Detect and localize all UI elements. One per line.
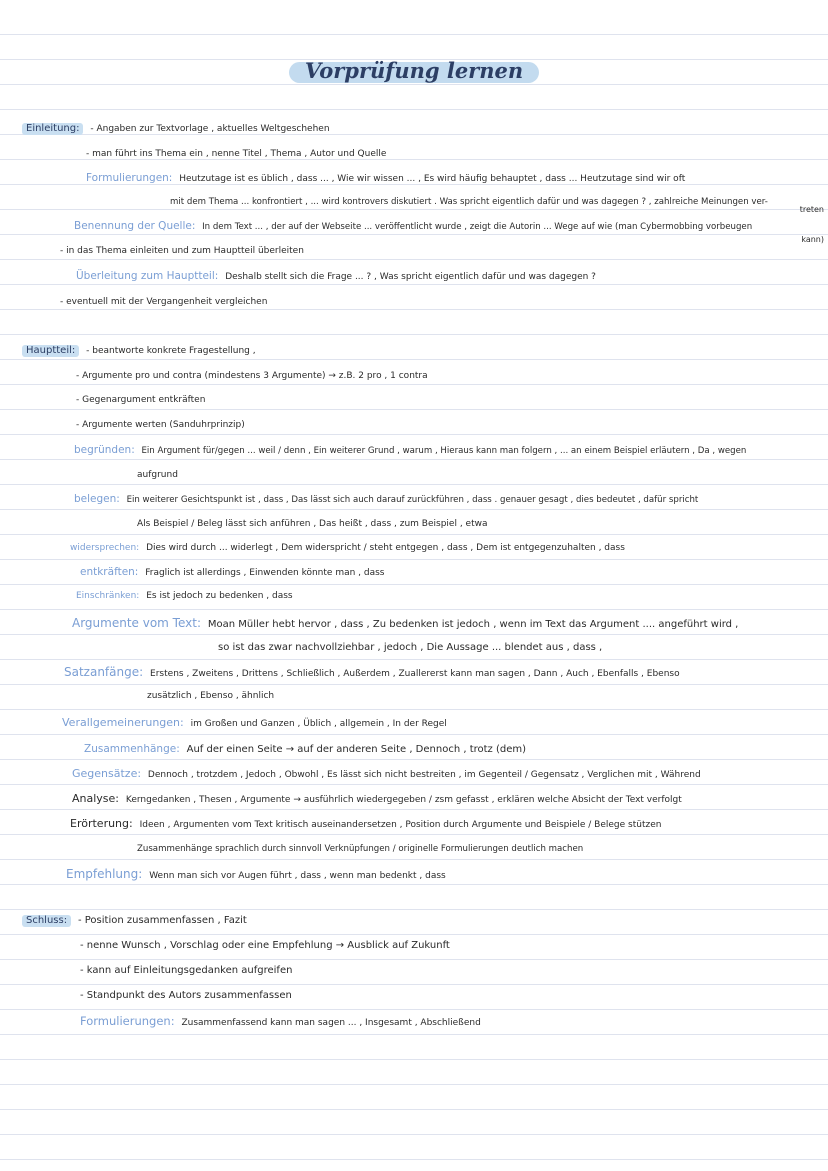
- hauptteil-begruenden: [74, 444, 746, 457]
- page-title: Vorprüfung lernen: [295, 58, 533, 83]
- einleitung-point-1: - Angaben zur Textvorlage , aktuelles Weltgeschehen: [90, 124, 330, 134]
- gegensaetze-text: Dennoch , trotzdem , Jedoch , Obwohl , Es lässt sich nicht bestreiten , im Gegenteil / Gegensatz , Verglichen mit , Während: [147, 770, 701, 780]
- argumente-text-2: so ist das zwar nachvollziehbar , jedoch , Die Aussage ... blendet aus , dass ,: [218, 642, 603, 653]
- schluss-formulierungen: [80, 1015, 481, 1029]
- einschraenken-text: Es ist jedoch zu bedenken , dass: [146, 591, 293, 601]
- hauptteil-row-1: [22, 345, 256, 357]
- hauptteil-gegensaetze: [72, 768, 701, 781]
- einleitung-ueberleitung: [76, 270, 596, 283]
- title-banner: [0, 58, 828, 83]
- argumente-label: Argumente vom Text:: [72, 616, 201, 630]
- begruenden-text-1: Ein Argument für/gegen ... weil / denn , Ein weiterer Grund , warum , Hieraus kann man folgern , ... an einem Beispiel erläutern , Da , wegen: [141, 446, 747, 456]
- schluss-row-1: [22, 915, 247, 927]
- quelle-text-end: kann): [801, 235, 824, 244]
- analyse-label: Analyse:: [72, 792, 120, 805]
- schluss-formulierungen-label: Formulierungen:: [80, 1014, 175, 1028]
- empfehlung-text: Wenn man sich vor Augen führt , dass , wenn man bedenkt , dass: [149, 871, 446, 881]
- satzanfaenge-label: Satzanfänge:: [64, 665, 144, 679]
- hauptteil-satzanfaenge: [64, 666, 680, 680]
- hauptteil-widersprechen: [70, 542, 625, 554]
- hauptteil-einschraenken: [76, 590, 293, 602]
- schluss-point-3: - kann auf Einleitungsgedanken aufgreifen: [80, 965, 293, 976]
- eroerterung-text-1: Ideen , Argumenten vom Text kritisch auseinandersetzen , Position durch Argumente und Beispiele / Belege stützen: [139, 820, 662, 830]
- begruenden-text-2: aufgrund: [137, 470, 178, 480]
- verallgemeinerungen-text: im Großen und Ganzen , Üblich , allgemein , In der Regel: [190, 719, 447, 729]
- schluss-formulierungen-text: Zusammenfassend kann man sagen ... , Insgesamt , Abschließend: [181, 1018, 481, 1028]
- belegen-text-2: Als Beispiel / Beleg lässt sich anführen , Das heißt , dass , zum Beispiel , etwa: [137, 519, 488, 529]
- schluss-point-2: - nenne Wunsch , Vorschlag oder eine Empfehlung → Ausblick auf Zukunft: [80, 940, 450, 951]
- entkraeften-text: Fraglich ist allerdings , Einwenden könnte man , dass: [145, 568, 385, 578]
- empfehlung-label: Empfehlung:: [66, 867, 143, 881]
- eroerterung-text-2: Zusammenhänge sprachlich durch sinnvoll Verknüpfungen / originelle Formulierungen deutlich machen: [137, 844, 584, 854]
- widersprechen-text: Dies wird durch ... widerlegt , Dem widerspricht / steht entgegen , dass , Dem ist entgegenzuhalten , dass: [146, 543, 625, 553]
- argumente-text-1: Moan Müller hebt hervor , dass , Zu bedenken ist jedoch , wenn im Text das Argument .... angeführt wird ,: [207, 619, 739, 630]
- analyse-text: Kerngedanken , Thesen , Argumente → ausführlich wiedergegeben / zsm gefasst , erklären welche Absicht der Text verfolgt: [125, 795, 682, 805]
- eroerterung-label: Erörterung:: [70, 817, 133, 830]
- hauptteil-point-1: - beantworte konkrete Fragestellung ,: [86, 346, 256, 356]
- hauptteil-argumente: [72, 617, 738, 631]
- section-heading-einleitung: Einleitung:: [22, 123, 83, 135]
- einleitung-point-4: - eventuell mit der Vergangenheit vergleichen: [60, 297, 268, 307]
- hauptteil-point-2: - Argumente pro und contra (mindestens 3 Argumente) → z.B. 2 pro , 1 contra: [76, 371, 428, 381]
- widersprechen-label: widersprechen:: [70, 543, 140, 553]
- formulierungen-text-1: Heutzutage ist es üblich , dass ... , Wie wir wissen ... , Es wird häufig behauptet , dass ... Heutzutage sind wir oft: [179, 174, 686, 184]
- entkraeften-label: entkräften:: [80, 566, 139, 578]
- formulierungen-text-2: mit dem Thema ... konfrontiert , ... wird kontrovers diskutiert . Was spricht eigentlich dafür und was dagegen ? , zahlreiche Meinungen ver-: [170, 197, 768, 207]
- hauptteil-zusammenhaenge: [84, 743, 526, 756]
- formulierungen-label: Formulierungen:: [86, 172, 173, 184]
- einleitung-point-3: - in das Thema einleiten und zum Hauptteil überleiten: [60, 246, 304, 256]
- einleitung-row-1: [22, 123, 330, 135]
- verallgemeinerungen-label: Verallgemeinerungen:: [62, 716, 184, 729]
- hauptteil-point-4: - Argumente werten (Sanduhrprinzip): [76, 420, 245, 430]
- einschraenken-label: Einschränken:: [76, 591, 140, 601]
- einleitung-point-2: - man führt ins Thema ein , nenne Titel , Thema , Autor und Quelle: [86, 149, 387, 159]
- hauptteil-empfehlung: [66, 868, 446, 882]
- quelle-text: In dem Text ... , der auf der Webseite ... veröffentlicht wurde , zeigt die Autorin ... Wege auf wie (man Cybermobbing vorbeugen: [202, 222, 753, 232]
- ueberleitung-label: Überleitung zum Hauptteil:: [76, 270, 219, 282]
- formulierungen-text-2-end: treten: [799, 205, 824, 214]
- hauptteil-entkraeften: [80, 566, 385, 579]
- ueberleitung-text: Deshalb stellt sich die Frage ... ? , Was spricht eigentlich dafür und was dagegen ?: [225, 272, 596, 282]
- section-heading-hauptteil: Hauptteil:: [22, 345, 79, 357]
- hauptteil-analyse: [72, 793, 682, 806]
- hauptteil-verallgemeinerungen: [62, 717, 447, 730]
- einleitung-formulierungen: [86, 172, 685, 185]
- hauptteil-point-3: - Gegenargument entkräften: [76, 395, 206, 405]
- satzanfaenge-text-2: zusätzlich , Ebenso , ähnlich: [147, 691, 275, 701]
- einleitung-quelle: [74, 220, 752, 233]
- satzanfaenge-text-1: Erstens , Zweitens , Drittens , Schließlich , Außerdem , Zuallererst kann man sagen , Dann , Auch , Ebenfalls , Ebenso: [150, 669, 680, 679]
- hauptteil-belegen: [74, 493, 698, 506]
- zusammenhaenge-label: Zusammenhänge:: [84, 743, 180, 755]
- belegen-text-1: Ein weiterer Gesichtspunkt ist , dass , Das lässt sich auch darauf zurückführen , dass . genauer gesagt , dies bedeutet , dafür spricht: [126, 495, 699, 505]
- belegen-label: belegen:: [74, 493, 120, 505]
- schluss-point-4: - Standpunkt des Autors zusammenfassen: [80, 990, 292, 1001]
- begruenden-label: begründen:: [74, 444, 135, 456]
- gegensaetze-label: Gegensätze:: [72, 767, 142, 780]
- hauptteil-eroerterung: [70, 818, 661, 831]
- schluss-point-1: - Position zusammenfassen , Fazit: [77, 915, 247, 926]
- zusammenhaenge-text: Auf der einen Seite → auf der anderen Seite , Dennoch , trotz (dem): [186, 744, 527, 755]
- quelle-label: Benennung der Quelle:: [74, 220, 196, 232]
- section-heading-schluss: Schluss:: [22, 915, 71, 927]
